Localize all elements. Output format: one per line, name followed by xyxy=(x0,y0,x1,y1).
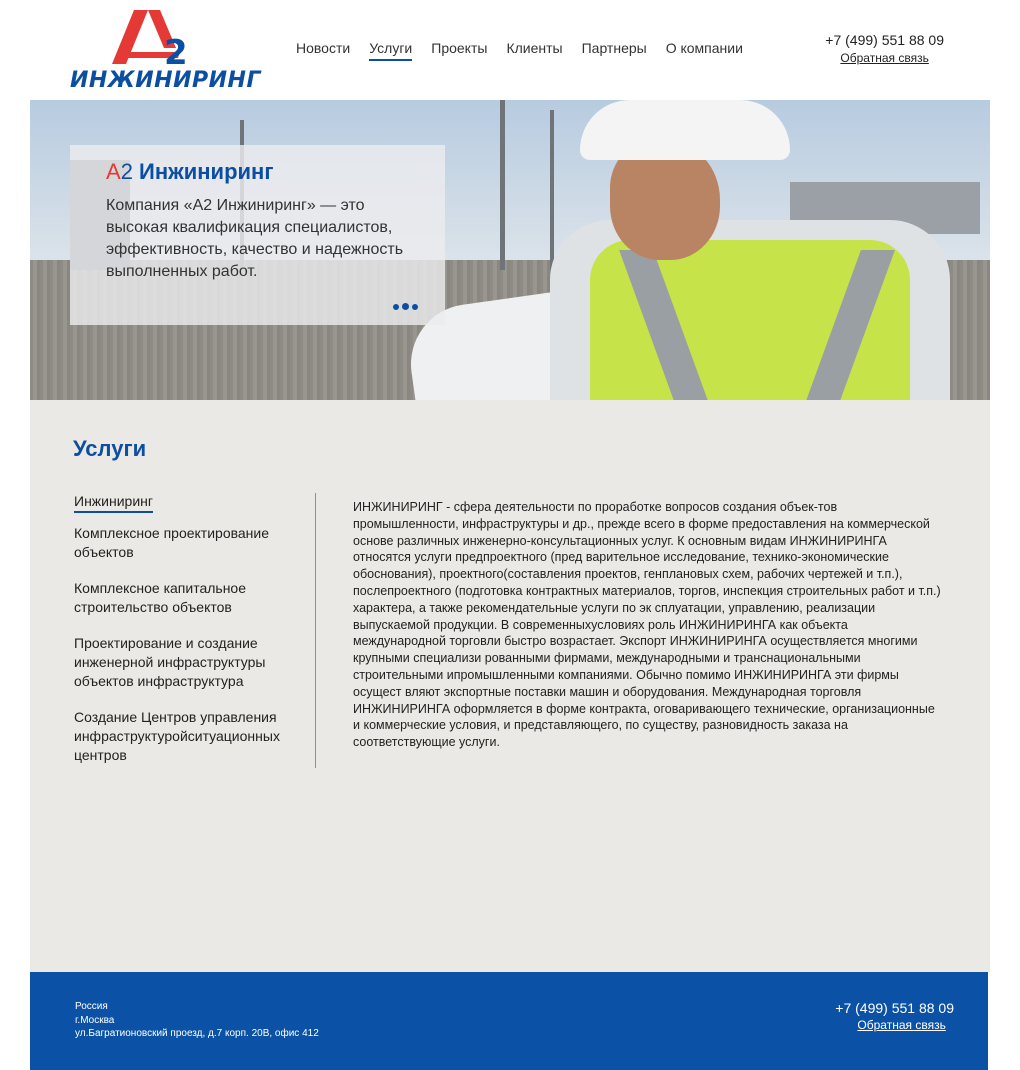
service-item-infrastructure[interactable]: Проектирование и создание инженерной инфраструктуры объектов инфраструктура xyxy=(74,635,266,689)
hero-text: Компания «А2 Инжиниринг» — это высокая квалификация специалистов, эффективность, качество и надежность выполненных работ. xyxy=(106,197,404,280)
logo-text: ИНЖИНИРИНГ xyxy=(70,68,261,93)
footer-phone[interactable]: +7 (499) 551 88 09 xyxy=(835,1000,954,1016)
logo-mark-icon xyxy=(68,8,260,68)
service-item-control-centers[interactable]: Создание Центров управления инфраструктуройситуационных центров xyxy=(74,709,280,763)
footer-country: Россия xyxy=(75,1001,108,1012)
hero-card xyxy=(70,145,445,325)
hero-banner xyxy=(30,100,990,400)
hero-pole xyxy=(500,100,505,270)
header-phone[interactable]: +7 (499) 551 88 09 xyxy=(825,32,944,48)
hero-title-a: А xyxy=(106,159,121,184)
main-nav xyxy=(296,40,762,61)
svg-text:2: 2 xyxy=(164,33,188,68)
service-description: ИНЖИНИРИНГ - сфера деятельности по проработке вопросов создания объек-тов промышленности, инфраструктуры и др., прежде всего в форме предоставления на коммерческой основе различных инженерно-консультационных услуг. К основным видам ИНЖИНИРИНГА относятся услуги предпроектного (пред варительное исследование, технико-экономические обоснования), проектного(составления проектов, генплановых схем, рабочих чертежей и т.п.), послепроектного (подготовка контрактных материалов, торгов, инспекция строительных работ и т.п.) характера, а также рекомендательные услуги по эк сплуатации, управлению, реализации выпускаемой продукции. В современныхусловиях роль ИНЖИНИРИНГА как объекта международной торговли быстро возрастает. Экспорт ИНЖИНИРИНГА осуществляется многими крупными специализи рованными фирмами, международными и транснациональными строительными ипромышленными компаниями. Обычно помимо ИНЖИНИРИНГА эти фирмы осущест вляют экспортные поставки машин и оборудования. Международная торговля ИНЖИНИРИНГА оформляется в форме контракта, оговаривающего технические, организационные и коммерческие условия, и представляющего, по существу, разновидность заказа на соответствующие услуги. xyxy=(353,500,941,750)
footer-street: ул.Багратионовский проезд, д.7 корп. 20В, офис 412 xyxy=(75,1028,319,1039)
logo[interactable] xyxy=(68,8,260,92)
hero-title xyxy=(106,159,409,185)
header-contact xyxy=(825,32,944,65)
footer-city: г.Москва xyxy=(75,1014,115,1026)
services-list xyxy=(74,492,316,782)
service-item-design[interactable]: Комплексное проектирование объектов xyxy=(74,525,270,560)
slider-dot-1[interactable] xyxy=(393,304,399,310)
divider xyxy=(315,493,316,768)
hero-helmet xyxy=(580,100,790,160)
nav-item-partners[interactable]: Партнеры xyxy=(581,40,647,56)
footer-contact xyxy=(835,1000,954,1032)
nav-item-services[interactable]: Услуги xyxy=(369,40,412,61)
nav-item-news[interactable]: Новости xyxy=(296,40,351,56)
nav-item-clients[interactable]: Клиенты xyxy=(506,40,563,56)
services-section xyxy=(30,400,990,972)
hero-title-num: 2 xyxy=(120,159,133,184)
footer-address xyxy=(75,1000,319,1041)
slider-dot-2[interactable] xyxy=(402,303,409,310)
site-footer xyxy=(30,972,988,1070)
hero-title-rest: Инжиниринг xyxy=(132,159,274,184)
footer-feedback-link[interactable]: Обратная связь xyxy=(857,1018,946,1032)
header-feedback-link[interactable]: Обратная связь xyxy=(840,51,929,65)
slider-dot-3[interactable] xyxy=(412,304,418,310)
site-header xyxy=(0,0,1020,100)
nav-item-projects[interactable]: Проекты xyxy=(431,40,488,56)
hero-pole xyxy=(550,110,554,270)
page-title: Услуги xyxy=(73,436,147,461)
service-item-engineering[interactable]: Инжиниринг xyxy=(74,492,153,513)
service-item-construction[interactable]: Комплексное капитальное строительство объектов xyxy=(74,580,247,615)
slider-dots xyxy=(393,303,418,310)
nav-item-about[interactable]: О компании xyxy=(665,40,743,56)
